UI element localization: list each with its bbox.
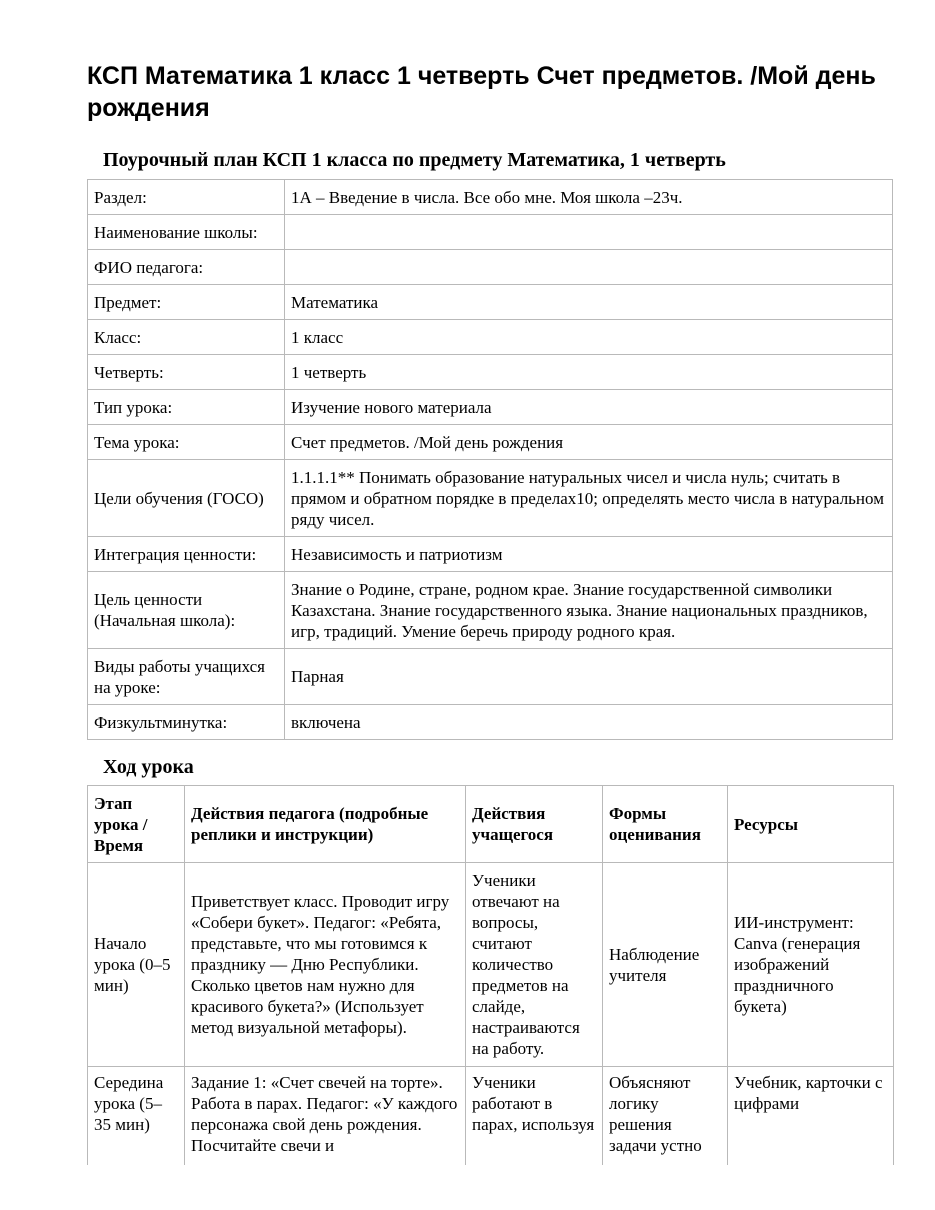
plan-label: Класс: bbox=[88, 320, 285, 355]
stage-cell: Середина урока (5–35 мин) bbox=[88, 1067, 185, 1167]
column-header-resources: Ресурсы bbox=[728, 786, 894, 863]
plan-label: Физкультминутка: bbox=[88, 705, 285, 740]
table-row bbox=[88, 250, 893, 285]
plan-value: Изучение нового материала bbox=[285, 390, 893, 425]
plan-label: Предмет: bbox=[88, 285, 285, 320]
plan-table bbox=[87, 179, 893, 740]
assessment-cell: Объясняют логику решения задачи устно bbox=[603, 1067, 728, 1167]
plan-label: Виды работы учащихся на уроке: bbox=[88, 649, 285, 705]
plan-value: 1 четверть bbox=[285, 355, 893, 390]
column-header-assessment: Формы оценивания bbox=[603, 786, 728, 863]
document-title: КСП Математика 1 класс 1 четверть Счет предметов. /Мой день рождения bbox=[87, 62, 876, 122]
teacher-cell: Приветствует класс. Проводит игру «Собери букет». Педагог: «Ребята, представьте, что мы готовимся к празднику — Дню Республики. Сколько цветов нам нужно для красивого букета?» (Использует метод визуальной метафоры). bbox=[185, 863, 466, 1067]
lesson-table bbox=[87, 785, 894, 1167]
table-row bbox=[88, 1067, 894, 1167]
plan-label: Тип урока: bbox=[88, 390, 285, 425]
assessment-cell: Наблюдение учителя bbox=[603, 863, 728, 1067]
table-row bbox=[88, 425, 893, 460]
table-row bbox=[88, 180, 893, 215]
table-row bbox=[88, 460, 893, 537]
stage-cell: Начало урока (0–5 мин) bbox=[88, 863, 185, 1067]
table-header-row bbox=[88, 786, 894, 863]
table-row bbox=[88, 863, 894, 1067]
plan-value: включена bbox=[285, 705, 893, 740]
table-row bbox=[88, 537, 893, 572]
plan-label: Тема урока: bbox=[88, 425, 285, 460]
page-bottom-margin bbox=[0, 1165, 935, 1210]
plan-label: ФИО педагога: bbox=[88, 250, 285, 285]
plan-label: Наименование школы: bbox=[88, 215, 285, 250]
teacher-cell: Задание 1: «Счет свечей на торте». Работа в парах. Педагог: «У каждого персонажа свой день рождения. Посчитайте свечи и bbox=[185, 1067, 466, 1167]
plan-value bbox=[285, 215, 893, 250]
plan-label: Интеграция ценности: bbox=[88, 537, 285, 572]
table-row bbox=[88, 649, 893, 705]
table-row bbox=[88, 705, 893, 740]
plan-label: Раздел: bbox=[88, 180, 285, 215]
plan-label: Цель ценности (Начальная школа): bbox=[88, 572, 285, 649]
students-cell: Ученики отвечают на вопросы, считают количество предметов на слайде, настраиваются на работу. bbox=[466, 863, 603, 1067]
plan-value: Математика bbox=[285, 285, 893, 320]
column-header-teacher: Действия педагога (подробные реплики и инструкции) bbox=[185, 786, 466, 863]
column-header-students: Действия учащегося bbox=[466, 786, 603, 863]
table-row bbox=[88, 215, 893, 250]
plan-value: 1 класс bbox=[285, 320, 893, 355]
table-row bbox=[88, 390, 893, 425]
lesson-heading: Ход урока bbox=[103, 756, 194, 778]
plan-heading: Поурочный план КСП 1 класса по предмету Математика, 1 четверть bbox=[103, 149, 726, 171]
table-row bbox=[88, 285, 893, 320]
column-header-stage: Этап урока / Время bbox=[88, 786, 185, 863]
plan-value bbox=[285, 250, 893, 285]
plan-value: Знание о Родине, стране, родном крае. Знание государственной символики Казахстана. Знание государственного языка. Знание национальных праздников, игр, традиций. Умение беречь природу родного края. bbox=[285, 572, 893, 649]
plan-label: Четверть: bbox=[88, 355, 285, 390]
table-row bbox=[88, 355, 893, 390]
students-cell: Ученики работают в парах, используя bbox=[466, 1067, 603, 1167]
resources-cell: Учебник, карточки с цифрами bbox=[728, 1067, 894, 1167]
plan-value: Парная bbox=[285, 649, 893, 705]
plan-value: Счет предметов. /Мой день рождения bbox=[285, 425, 893, 460]
plan-label: Цели обучения (ГОСО) bbox=[88, 460, 285, 537]
plan-value: 1.1.1.1** Понимать образование натуральных чисел и числа нуль; считать в прямом и обратном порядке в пределах10; определять место числа в натуральном ряду чисел. bbox=[285, 460, 893, 537]
resources-cell: ИИ-инструмент: Canva (генерация изображений праздничного букета) bbox=[728, 863, 894, 1067]
table-row bbox=[88, 572, 893, 649]
plan-value: 1А – Введение в числа. Все обо мне. Моя школа –23ч. bbox=[285, 180, 893, 215]
plan-value: Независимость и патриотизм bbox=[285, 537, 893, 572]
table-row bbox=[88, 320, 893, 355]
